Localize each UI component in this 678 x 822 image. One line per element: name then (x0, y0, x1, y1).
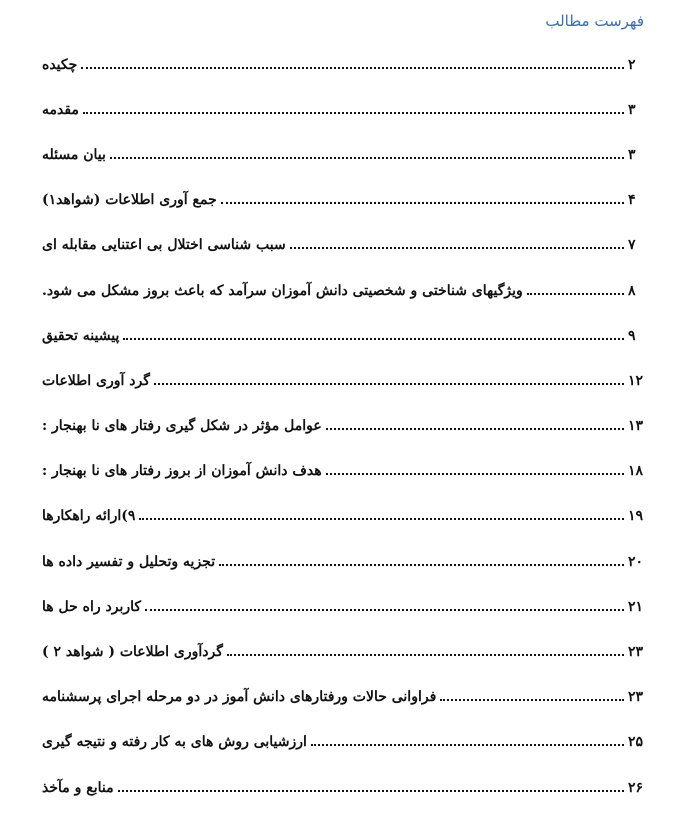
dot-leader (83, 112, 624, 114)
dot-leader (326, 428, 624, 430)
toc-entry[interactable] (42, 765, 644, 810)
toc-entry-page: ۲۶ (628, 779, 644, 796)
dot-leader (219, 564, 624, 566)
toc-entry[interactable] (42, 629, 644, 674)
toc-entry-title: فراوانی حالات ورفتارهای دانش آموز در دو مرحله اجرای پرسشنامه (42, 689, 437, 706)
toc-entry-title: گردآوری اطلاعات ( شواهد ۲ ) (42, 644, 223, 661)
toc-entry-title: ارزشیابی روش های به کار رفته و نتیجه گیری (42, 734, 307, 751)
toc-entry-title: پیشینه تحقیق (42, 327, 120, 344)
toc-entry-title: گرد آوری اطلاعات (42, 372, 150, 389)
toc-entry-title: جمع آوری اطلاعات (شواهد۱) (42, 192, 217, 209)
toc-entry-title: بیان مسئله (42, 146, 106, 163)
toc-entry-page: ۳ (628, 101, 636, 118)
toc-entry[interactable] (42, 268, 644, 313)
toc-entry-page: ۱۹ (628, 508, 644, 525)
toc-entry[interactable] (42, 313, 644, 358)
toc-entry-page: ۲۱ (628, 598, 644, 615)
toc-entry-page: ۳ (628, 146, 636, 163)
toc-entry-title: عوامل مؤثر در شکل گیری رفتار های نا بهنجار : (42, 418, 322, 435)
toc-list (42, 42, 644, 810)
toc-entry-page: ۴ (628, 192, 636, 209)
toc-entry-title: کاربرد راه حل ها (42, 598, 142, 615)
toc-entry-page: ۸ (628, 282, 636, 299)
toc-entry-page: ۷ (628, 237, 636, 254)
toc-entry[interactable] (42, 539, 644, 584)
toc-entry[interactable] (42, 87, 644, 132)
toc-entry-title: منابع و مآخذ (42, 779, 114, 796)
dot-leader (123, 338, 624, 340)
dot-leader (110, 157, 624, 159)
toc-entry-page: ۲۰ (628, 553, 644, 570)
toc-entry[interactable] (42, 404, 644, 449)
toc-entry-title: هدف دانش آموزان از بروز رفتار های نا بهنجار : (42, 463, 322, 480)
toc-entry-title: چکیده (42, 56, 78, 73)
toc-heading: فهرست مطالب (545, 12, 644, 30)
dot-leader (227, 654, 624, 656)
toc-entry[interactable] (42, 178, 644, 223)
toc-entry-title: مقدمه (42, 101, 79, 118)
toc-entry-page: ۱۸ (628, 463, 644, 480)
dot-leader (221, 202, 624, 204)
toc-entry-title: سبب شناسی اختلال بی اعتنایی مقابله ای (42, 237, 286, 254)
dot-leader (139, 518, 624, 520)
toc-entry[interactable] (42, 223, 644, 268)
dot-leader (118, 790, 624, 792)
toc-entry[interactable] (42, 494, 644, 539)
dot-leader (311, 744, 624, 746)
toc-entry[interactable] (42, 584, 644, 629)
toc-entry[interactable] (42, 720, 644, 765)
dot-leader (440, 699, 624, 701)
toc-entry-title: تجزیه وتحلیل و تفسیر داده ها (42, 553, 216, 570)
toc-entry[interactable] (42, 449, 644, 494)
toc-entry-page: ۱۲ (628, 372, 644, 389)
toc-entry-page: ۹ (628, 327, 636, 344)
toc-entry[interactable] (42, 675, 644, 720)
toc-entry[interactable] (42, 358, 644, 403)
toc-entry-page: ۱۳ (628, 418, 644, 435)
dot-leader (326, 473, 624, 475)
dot-leader (154, 383, 624, 385)
dot-leader (290, 247, 624, 249)
toc-entry-page: ۲۳ (628, 644, 644, 661)
toc-entry-title: ۹)ارائه راهکارها (42, 508, 136, 525)
toc-entry-page: ۲۵ (628, 734, 644, 751)
toc-entry-page: ۲ (628, 56, 636, 73)
dot-leader (527, 293, 624, 295)
dot-leader (81, 67, 624, 69)
toc-entry[interactable] (42, 132, 644, 177)
toc-entry[interactable] (42, 42, 644, 87)
toc-entry-title: ویژگیهای شناختی و شخصیتی دانش آموزان سرآمد که باعث بروز مشکل می شود. (42, 282, 523, 299)
toc-entry-page: ۲۳ (628, 689, 644, 706)
dot-leader (145, 609, 624, 611)
